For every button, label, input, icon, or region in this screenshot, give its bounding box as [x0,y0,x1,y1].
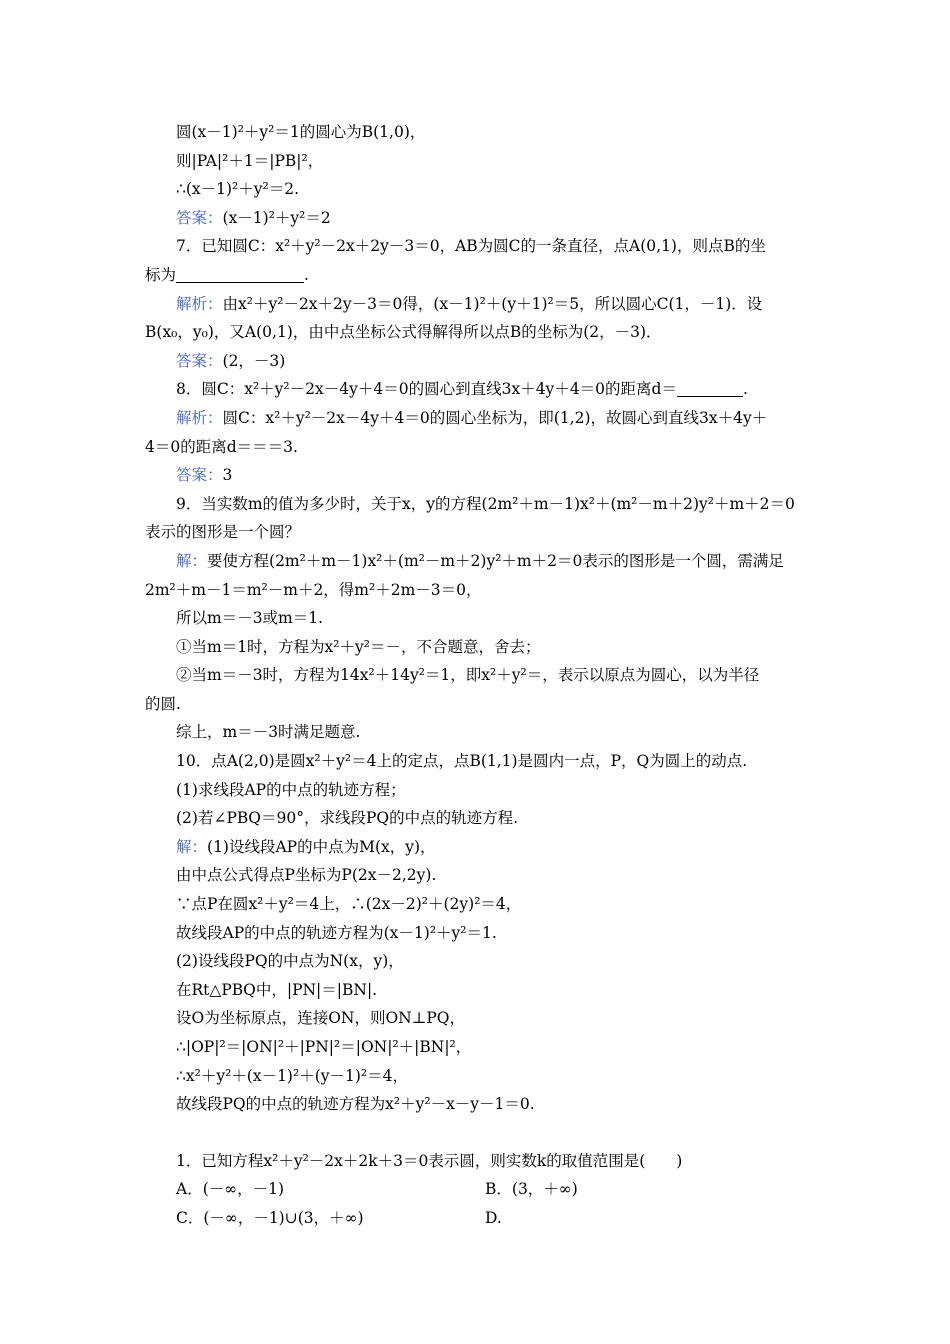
solution-label: 解： [176,837,208,856]
solution-line: ∵点P在圆x²＋y²＝4上，∴(2x－2)²＋(2y)²＝4， [176,895,522,914]
question-10-part: (1)求线段AP的中点的轨迹方程； [176,780,406,799]
options-row [145,1204,810,1233]
question-8: 8．圆C：x²＋y²－2x－4y＋4＝0的圆心到直线3x＋4y＋4＝0的距离d＝ . [176,380,748,399]
solution-line: 故线段PQ的中点的轨迹方程为x²＋y²－x－y－1＝0. [176,1095,535,1114]
question-10-part: (2)若∠PBQ＝90°，求线段PQ的中点的轨迹方程. [176,809,519,828]
option-b: B．(3，＋∞) [485,1180,578,1199]
options-row [145,1175,810,1204]
answer-line: 答案：(2，－3) [176,351,286,370]
solution-line: (2)设线段PQ的中点为N(x，y)， [176,952,404,971]
solution-line: 综上，m＝－3时满足题意. [176,723,361,742]
answer-text: (x－1)²＋y²＝2 [222,208,331,227]
question-9: 9．当实数m的值为多少时，关于x，y的方程(2m²＋m－1)x²＋(m²－m＋2)y²＋m＋2＝0 [176,494,795,513]
solution-line: 故线段AP的中点的轨迹方程为(x－1)²＋y²＝1. [176,923,497,942]
solution-line: 设O为坐标原点，连接ON，则ON⊥PQ， [176,1009,465,1028]
analysis-line: 解析：圆C：x²＋y²－2x－4y＋4＝0的圆心坐标为，即(1,2)，故圆心到直线3x＋4y＋ [176,408,768,427]
practice-question-1: 1．已知方程x²＋y²－2x＋2k＋3＝0表示圆，则实数k的取值范围是( ) [176,1151,683,1170]
solution-line: 的圆. [145,694,181,713]
solution-line: 解：要使方程(2m²＋m－1)x²＋(m²－m＋2)y²＋m＋2＝0表示的图形是一个圆，需满足 [176,551,784,570]
section-gap [145,1119,810,1147]
analysis-label: 解析： [176,294,223,313]
solution-line: ②当m＝－3时，方程为14x²＋14y²＝1，即x²＋y²＝，表示以原点为圆心，以为半径 [176,666,760,685]
analysis-line: 解析：由x²＋y²－2x＋2y－3＝0得，(x－1)²＋(y＋1)²＝5，所以圆心C(1，－1)．设 [176,294,763,313]
solution-line: ∴(x－1)²＋y²＝2. [176,180,300,199]
question-9: 表示的图形是一个圆？ [145,523,301,542]
question-7-blank-line: 标为 . [145,265,309,284]
document-body [145,118,810,1233]
solution-line: 在Rt△PBQ中，|PN|＝|BN|. [176,980,378,999]
solution-line: 所以m＝－3或m＝1. [176,609,324,628]
option-c: C．(－∞，－1)∪(3，＋∞) [176,1208,364,1227]
answer-line: 答案：3 [176,466,233,485]
answer-blank [677,378,743,397]
solution-line: 则|PA|²＋1＝|PB|²， [176,151,324,170]
question-7: 7．已知圆C：x²＋y²－2x＋2y－3＝0，AB为圆C的一条直径，点A(0,1)，则点B的坐 [176,237,766,256]
solution-line: ∴|OP|²＝|ON|²＋|PN|²＝|ON|²＋|BN|²， [176,1038,472,1056]
answer-blank [176,264,304,283]
solution-line: 解：(1)设线段AP的中点为M(x，y)， [176,837,436,856]
answer-label: 答案： [176,208,223,227]
solution-line: 由中点公式得点P坐标为P(2x－2,2y). [176,866,437,885]
solution-line: ∴x²＋y²＋(x－1)²＋(y－1)²＝4， [176,1066,408,1085]
solution-label: 解： [176,551,208,570]
answer-label: 答案： [176,351,223,370]
option-a: A．(－∞，－1) [176,1180,285,1199]
answer-line [145,204,810,233]
analysis-line: B(x₀，y₀)，又A(0,1)，由中点坐标公式得解得所以点B的坐标为(2，－3)． [145,323,662,342]
solution-line: ①当m＝1时，方程为x²＋y²＝－，不合题意，舍去； [176,637,541,656]
solution-line: 2m²＋m－1＝m²－m＋2，得m²＋2m－3＝0， [145,580,482,599]
solution-line: 圆(x－1)²＋y²＝1的圆心为B(1,0)， [176,123,426,141]
analysis-label: 解析： [176,408,223,427]
question-10: 10．点A(2,0)是圆x²＋y²＝4上的定点，点B(1,1)是圆内一点，P，Q为圆上的动点. [176,752,748,771]
analysis-line: 4＝0的距离d＝＝＝3. [145,437,298,456]
answer-label: 答案： [176,466,223,485]
option-d: D. [485,1208,502,1227]
